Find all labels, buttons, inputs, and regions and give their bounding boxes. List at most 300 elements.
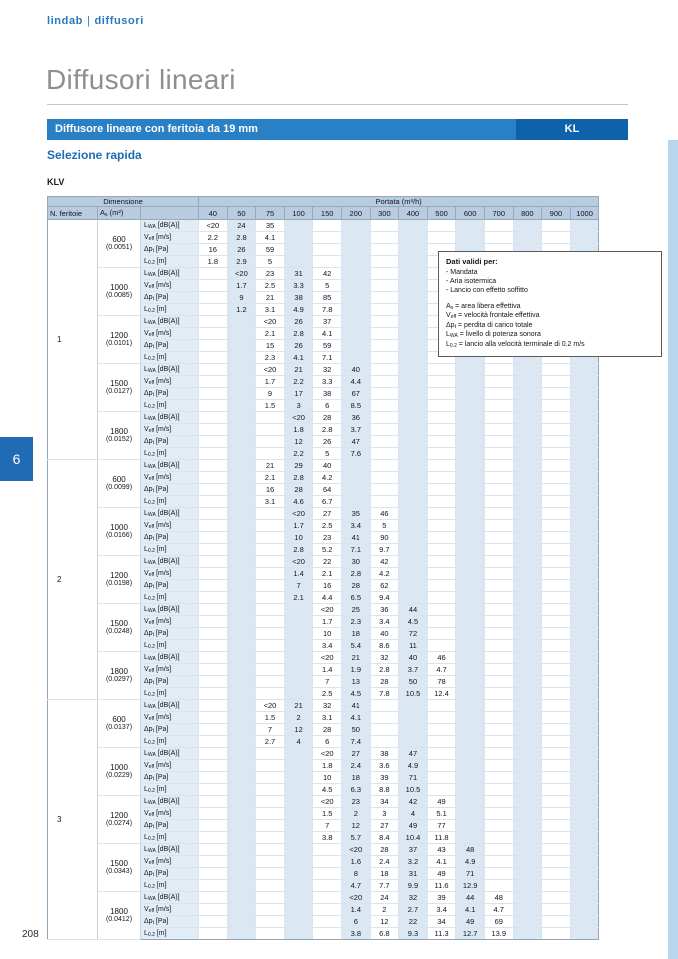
value-cell — [227, 832, 256, 844]
dimension-cell: 1500 (0.0127) — [98, 364, 141, 412]
value-cell: 31 — [399, 868, 428, 880]
value-cell — [570, 460, 599, 472]
value-cell — [513, 832, 542, 844]
value-cell — [570, 784, 599, 796]
value-cell: 77 — [427, 820, 456, 832]
value-cell: 1.7 — [313, 616, 342, 628]
value-cell — [370, 364, 399, 376]
metric-label: $L_{0.2}$ [m] — [141, 688, 199, 700]
value-cell — [256, 844, 285, 856]
value-cell — [399, 520, 428, 532]
value-cell — [341, 304, 370, 316]
value-cell: 49 — [399, 820, 428, 832]
value-cell — [484, 364, 513, 376]
value-cell — [570, 832, 599, 844]
value-cell — [341, 292, 370, 304]
value-cell: 4.7 — [427, 664, 456, 676]
value-cell — [456, 820, 485, 832]
value-cell — [570, 820, 599, 832]
value-cell — [570, 568, 599, 580]
value-cell: 7.8 — [313, 304, 342, 316]
metric-label: $\Delta p_t$ [Pa] — [141, 724, 199, 736]
area-header: $A_s$ (m²) — [98, 207, 141, 220]
value-cell: 42 — [399, 796, 428, 808]
value-cell: 18 — [341, 772, 370, 784]
value-cell — [370, 232, 399, 244]
value-cell — [542, 568, 571, 580]
metric-label: $L_{0.2}$ [m] — [141, 400, 199, 412]
info-box-legend-entry: $A_s$ = area libera effettiva — [446, 302, 521, 311]
value-cell — [256, 856, 285, 868]
value-cell — [370, 256, 399, 268]
value-cell — [341, 256, 370, 268]
value-cell — [227, 688, 256, 700]
model-label: KLV — [47, 177, 65, 187]
value-cell: 7.1 — [341, 544, 370, 556]
value-cell — [542, 892, 571, 904]
metric-label: $L_{WA}$ [dB(A)] — [141, 700, 199, 712]
feritoie-header: N. feritoie — [48, 207, 98, 220]
value-cell — [370, 448, 399, 460]
value-cell — [370, 400, 399, 412]
value-cell: 42 — [370, 556, 399, 568]
value-cell: 21 — [341, 652, 370, 664]
metric-label: $L_{WA}$ [dB(A)] — [141, 748, 199, 760]
value-cell — [284, 652, 313, 664]
value-cell: 4.1 — [456, 904, 485, 916]
value-cell — [484, 376, 513, 388]
value-cell: 7.7 — [370, 880, 399, 892]
value-cell: 1.9 — [341, 664, 370, 676]
value-cell — [199, 460, 228, 472]
value-cell — [313, 916, 342, 928]
value-cell: 28 — [313, 412, 342, 424]
value-cell: 7 — [313, 676, 342, 688]
value-cell — [570, 532, 599, 544]
value-cell: 40 — [341, 364, 370, 376]
metric-label: $V_{eff}$ [m/s] — [141, 616, 199, 628]
value-cell — [427, 220, 456, 232]
metric-label: $L_{0.2}$ [m] — [141, 448, 199, 460]
flow-column-50: 50 — [227, 207, 256, 220]
value-cell: 4.1 — [313, 328, 342, 340]
value-cell — [484, 616, 513, 628]
value-cell — [570, 592, 599, 604]
value-cell: 6 — [313, 400, 342, 412]
value-cell: 9 — [256, 388, 285, 400]
metric-label: $\Delta p_t$ [Pa] — [141, 676, 199, 688]
value-cell — [256, 664, 285, 676]
value-cell — [427, 604, 456, 616]
metric-label: $\Delta p_t$ [Pa] — [141, 868, 199, 880]
value-cell — [399, 472, 428, 484]
value-cell: 16 — [199, 244, 228, 256]
value-cell — [284, 760, 313, 772]
value-cell — [456, 472, 485, 484]
value-cell — [542, 820, 571, 832]
value-cell — [370, 484, 399, 496]
value-cell — [284, 892, 313, 904]
value-cell — [370, 736, 399, 748]
value-cell — [256, 676, 285, 688]
value-cell — [542, 652, 571, 664]
value-cell: <20 — [313, 748, 342, 760]
value-cell — [199, 628, 228, 640]
value-cell — [199, 820, 228, 832]
value-cell — [427, 580, 456, 592]
value-cell: 2.2 — [284, 448, 313, 460]
value-cell — [399, 388, 428, 400]
value-cell — [456, 460, 485, 472]
value-cell: 4.1 — [341, 712, 370, 724]
value-cell — [227, 364, 256, 376]
value-cell: 9.9 — [399, 880, 428, 892]
value-cell — [513, 868, 542, 880]
value-cell — [542, 580, 571, 592]
value-cell: 1.7 — [256, 376, 285, 388]
value-cell — [399, 256, 428, 268]
value-cell — [513, 844, 542, 856]
value-cell — [199, 412, 228, 424]
value-cell — [227, 916, 256, 928]
value-cell — [456, 640, 485, 652]
value-cell — [484, 652, 513, 664]
value-cell: 2.5 — [313, 520, 342, 532]
value-cell — [399, 352, 428, 364]
value-cell: 2.8 — [284, 328, 313, 340]
value-cell — [570, 928, 599, 940]
value-cell — [427, 412, 456, 424]
value-cell — [199, 856, 228, 868]
value-cell: 36 — [341, 412, 370, 424]
value-cell — [570, 808, 599, 820]
product-bar — [47, 119, 628, 140]
value-cell — [542, 664, 571, 676]
value-cell: 59 — [256, 244, 285, 256]
value-cell — [427, 364, 456, 376]
value-cell — [227, 592, 256, 604]
value-cell: <20 — [256, 700, 285, 712]
value-cell — [227, 436, 256, 448]
value-cell — [199, 676, 228, 688]
value-cell: <20 — [313, 652, 342, 664]
value-cell: 8.4 — [370, 832, 399, 844]
metric-label: $L_{WA}$ [dB(A)] — [141, 364, 199, 376]
value-cell: 28 — [370, 676, 399, 688]
value-cell — [570, 772, 599, 784]
value-cell — [513, 592, 542, 604]
value-cell — [256, 580, 285, 592]
value-cell — [570, 712, 599, 724]
value-cell — [227, 856, 256, 868]
dimension-cell: 600 (0.0099) — [98, 460, 141, 508]
dimension-cell: 1200 (0.0101) — [98, 316, 141, 364]
value-cell: 1.2 — [227, 304, 256, 316]
value-cell — [199, 832, 228, 844]
value-cell — [570, 868, 599, 880]
flow-column-100: 100 — [284, 207, 313, 220]
value-cell: 35 — [256, 220, 285, 232]
value-cell — [284, 904, 313, 916]
value-cell — [456, 448, 485, 460]
value-cell — [199, 592, 228, 604]
value-cell — [227, 748, 256, 760]
value-cell: 26 — [227, 244, 256, 256]
value-cell: 1.7 — [284, 520, 313, 532]
value-cell: 2.8 — [370, 664, 399, 676]
value-cell — [370, 292, 399, 304]
value-cell — [199, 640, 228, 652]
value-cell — [456, 424, 485, 436]
value-cell — [542, 844, 571, 856]
metric-label: $L_{0.2}$ [m] — [141, 304, 199, 316]
value-cell — [484, 628, 513, 640]
value-cell — [484, 472, 513, 484]
value-cell — [542, 916, 571, 928]
value-cell — [199, 736, 228, 748]
value-cell — [227, 796, 256, 808]
value-cell: 22 — [399, 916, 428, 928]
value-cell — [256, 520, 285, 532]
metric-label: $\Delta p_t$ [Pa] — [141, 772, 199, 784]
metric-label: $L_{0.2}$ [m] — [141, 592, 199, 604]
value-cell — [427, 772, 456, 784]
value-cell — [370, 244, 399, 256]
metric-label: $L_{WA}$ [dB(A)] — [141, 316, 199, 328]
brand-logo: lindab — [47, 15, 83, 27]
value-cell: 3.6 — [370, 760, 399, 772]
value-cell — [456, 796, 485, 808]
value-cell: 2.1 — [313, 568, 342, 580]
value-cell — [227, 556, 256, 568]
value-cell: 64 — [313, 484, 342, 496]
value-cell: 9.3 — [399, 928, 428, 940]
value-cell — [456, 532, 485, 544]
info-box-condition: - Mandata — [446, 268, 478, 276]
value-cell: 3.3 — [313, 376, 342, 388]
value-cell: 6.3 — [341, 784, 370, 796]
value-cell: 37 — [399, 844, 428, 856]
info-box-title: Dati validi per: — [446, 257, 498, 266]
value-cell — [513, 424, 542, 436]
metric-label: $V_{eff}$ [m/s] — [141, 808, 199, 820]
value-cell: 10.5 — [399, 688, 428, 700]
value-cell — [456, 784, 485, 796]
value-cell — [199, 760, 228, 772]
value-cell: 2.7 — [256, 736, 285, 748]
value-cell — [341, 268, 370, 280]
value-cell — [484, 508, 513, 520]
value-cell: 2.5 — [256, 280, 285, 292]
dimension-cell: 600 (0.0137) — [98, 700, 141, 748]
value-cell — [227, 412, 256, 424]
value-cell — [199, 472, 228, 484]
value-cell: 3.7 — [399, 664, 428, 676]
value-cell: 3.4 — [370, 616, 399, 628]
value-cell: 7 — [284, 580, 313, 592]
value-cell — [341, 484, 370, 496]
value-cell: 3.4 — [341, 520, 370, 532]
value-cell: 3.1 — [313, 712, 342, 724]
value-cell — [199, 772, 228, 784]
value-cell — [570, 844, 599, 856]
value-cell — [341, 352, 370, 364]
value-cell — [284, 676, 313, 688]
value-cell — [227, 928, 256, 940]
value-cell — [484, 712, 513, 724]
value-cell — [199, 292, 228, 304]
value-cell — [341, 280, 370, 292]
info-box-conditions — [446, 268, 654, 296]
value-cell — [199, 544, 228, 556]
value-cell — [199, 652, 228, 664]
value-cell — [227, 340, 256, 352]
value-cell — [370, 496, 399, 508]
metric-label: $L_{WA}$ [dB(A)] — [141, 556, 199, 568]
value-cell: 59 — [313, 340, 342, 352]
value-cell — [570, 640, 599, 652]
value-cell: 48 — [456, 844, 485, 856]
value-cell: 29 — [284, 460, 313, 472]
value-cell — [484, 424, 513, 436]
value-cell — [484, 772, 513, 784]
value-cell — [542, 616, 571, 628]
value-cell: 7.1 — [313, 352, 342, 364]
metric-label: $\Delta p_t$ [Pa] — [141, 340, 199, 352]
value-cell — [256, 592, 285, 604]
info-box-legend-entry: $L_{WA}$ = livello di potenza sonora — [446, 331, 541, 340]
value-cell: <20 — [313, 604, 342, 616]
value-cell — [513, 796, 542, 808]
value-cell — [427, 616, 456, 628]
value-cell: 31 — [284, 268, 313, 280]
value-cell — [542, 724, 571, 736]
value-cell — [570, 676, 599, 688]
value-cell: 10.5 — [399, 784, 428, 796]
value-cell: 3.4 — [427, 904, 456, 916]
value-cell — [256, 832, 285, 844]
feritoie-count: 3 — [48, 700, 98, 940]
value-cell — [484, 664, 513, 676]
value-cell — [456, 496, 485, 508]
value-cell — [456, 592, 485, 604]
value-cell: 18 — [341, 628, 370, 640]
value-cell: 3.3 — [284, 280, 313, 292]
value-cell — [399, 292, 428, 304]
value-cell — [542, 232, 571, 244]
value-cell: 23 — [313, 532, 342, 544]
value-cell — [570, 616, 599, 628]
value-cell: 8.8 — [370, 784, 399, 796]
value-cell — [199, 796, 228, 808]
info-box-legend-entry: $V_{eff}$ = velocità frontale effettiva — [446, 312, 540, 321]
value-cell: 3 — [370, 808, 399, 820]
value-cell — [427, 700, 456, 712]
value-cell — [370, 376, 399, 388]
dimension-cell: 1800 (0.0297) — [98, 652, 141, 700]
value-cell: 2.9 — [227, 256, 256, 268]
value-cell: 4 — [284, 736, 313, 748]
value-cell — [256, 412, 285, 424]
value-cell — [570, 652, 599, 664]
value-cell: 34 — [370, 796, 399, 808]
value-cell: 11.6 — [427, 880, 456, 892]
value-cell: 34 — [427, 916, 456, 928]
value-cell — [427, 388, 456, 400]
value-cell — [456, 508, 485, 520]
value-cell: 26 — [313, 436, 342, 448]
dimension-cell: 600 (0.0051) — [98, 220, 141, 268]
value-cell — [313, 904, 342, 916]
value-cell: 4.2 — [313, 472, 342, 484]
value-cell — [456, 688, 485, 700]
value-cell: 1.8 — [284, 424, 313, 436]
value-cell — [284, 880, 313, 892]
value-cell — [456, 544, 485, 556]
value-cell — [456, 364, 485, 376]
value-cell — [199, 904, 228, 916]
value-cell — [427, 448, 456, 460]
value-cell — [513, 532, 542, 544]
value-cell — [399, 280, 428, 292]
value-cell — [456, 712, 485, 724]
value-cell — [456, 400, 485, 412]
value-cell — [542, 412, 571, 424]
value-cell — [484, 484, 513, 496]
metric-label: $V_{eff}$ [m/s] — [141, 424, 199, 436]
value-cell: 12 — [370, 916, 399, 928]
value-cell — [570, 796, 599, 808]
value-cell: 11.8 — [427, 832, 456, 844]
value-cell — [227, 844, 256, 856]
value-cell — [513, 904, 542, 916]
dimension-cell: 1500 (0.0248) — [98, 604, 141, 652]
value-cell: 28 — [313, 724, 342, 736]
value-cell — [227, 604, 256, 616]
value-cell — [199, 388, 228, 400]
value-cell — [284, 868, 313, 880]
value-cell: <20 — [341, 892, 370, 904]
value-cell — [399, 736, 428, 748]
value-cell — [570, 628, 599, 640]
value-cell — [256, 916, 285, 928]
metric-label: $\Delta p_t$ [Pa] — [141, 580, 199, 592]
value-cell — [199, 724, 228, 736]
value-cell — [227, 664, 256, 676]
value-cell — [542, 868, 571, 880]
value-cell: 12 — [284, 436, 313, 448]
metric-label: $V_{eff}$ [m/s] — [141, 664, 199, 676]
value-cell: 50 — [399, 676, 428, 688]
metric-label: $L_{WA}$ [dB(A)] — [141, 652, 199, 664]
value-cell — [341, 220, 370, 232]
value-cell — [484, 820, 513, 832]
value-cell — [570, 436, 599, 448]
value-cell — [456, 724, 485, 736]
value-cell — [513, 448, 542, 460]
value-cell — [227, 628, 256, 640]
flow-column-40: 40 — [199, 207, 228, 220]
value-cell — [227, 760, 256, 772]
info-box-legend — [446, 302, 654, 350]
value-cell: 90 — [370, 532, 399, 544]
value-cell — [199, 532, 228, 544]
value-cell — [284, 688, 313, 700]
value-cell — [199, 616, 228, 628]
value-cell — [513, 760, 542, 772]
value-cell — [199, 880, 228, 892]
value-cell — [284, 640, 313, 652]
